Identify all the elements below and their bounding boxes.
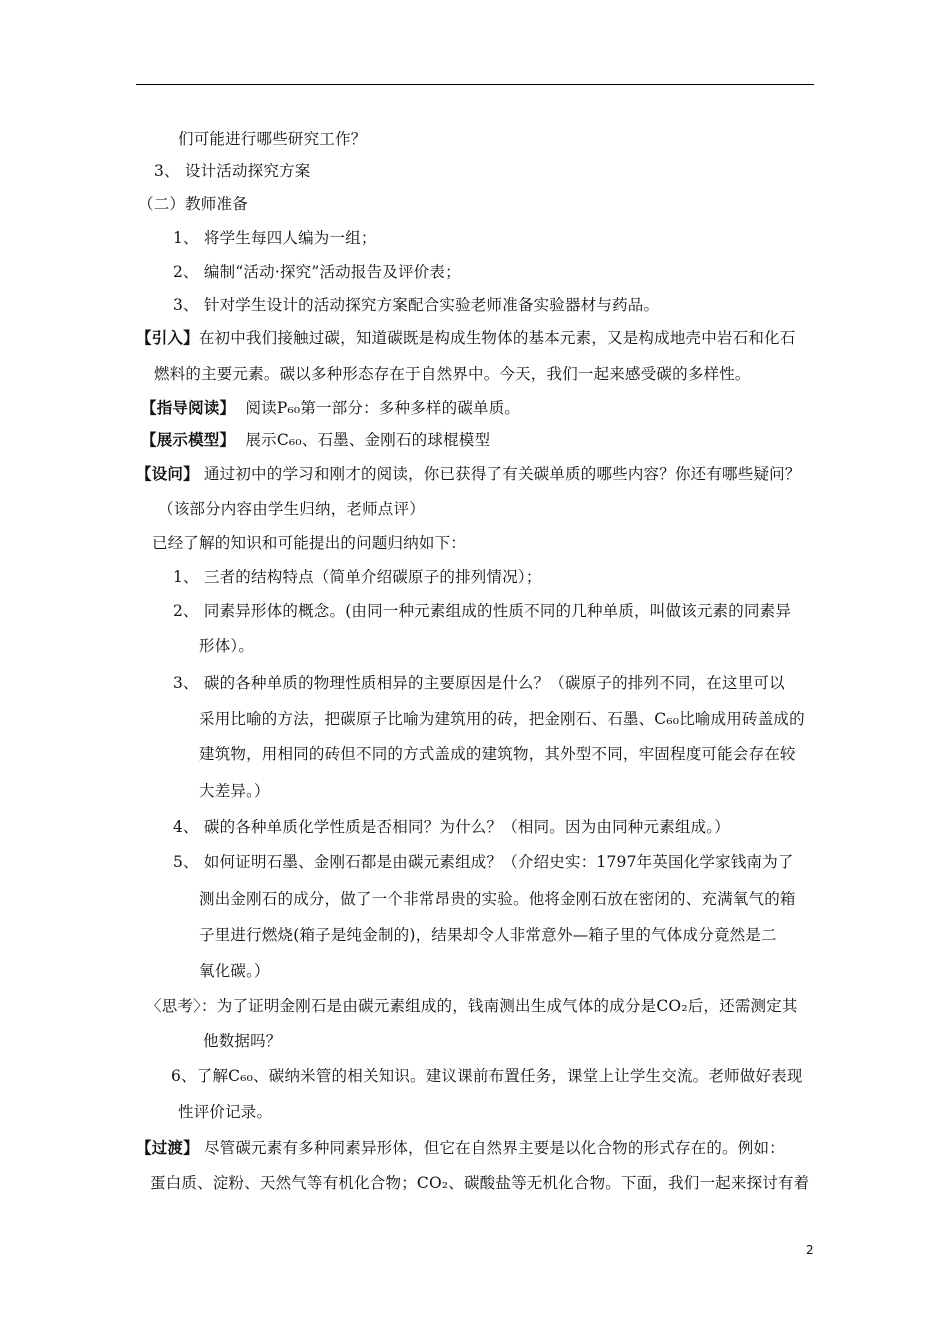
- question-line: 【设问】 通过初中的学习和刚才的阅读，你已获得了有关碳单质的哪些内容？你还有哪些疑问？: [136, 464, 801, 483]
- text-line: 6、了解C₆₀、碳纳米管的相关知识。建议课前布置任务，课堂上让学生交流。老师做好表现: [171, 1067, 803, 1085]
- text-line: 蛋白质、淀粉、天然气等有机化合物；CO₂、碳酸盐等无机化合物。下面，我们一起来探讨有着: [150, 1174, 810, 1192]
- text-line: 〈思考〉：为了证明金刚石是由碳元素组成的，钱南测出生成气体的成分是CO₂后，还需测定其: [146, 997, 798, 1015]
- text-line: 5、 如何证明石墨、金刚石都是由碳元素组成？（介绍史实：1797年英国化学家钱南为了: [173, 853, 794, 871]
- text-line: （二）教师准备: [138, 195, 248, 213]
- question-label: 【设问】: [136, 464, 199, 483]
- transition-line: 【过渡】 尽管碳元素有多种同素异形体，但它在自然界主要是以化合物的形式存在的。例如：: [136, 1138, 785, 1157]
- page-number: 2: [806, 1243, 814, 1257]
- header-rule: [136, 84, 814, 85]
- intro-paragraph-line: 【引入】在初中我们接触过碳，知道碳既是构成生物体的基本元素，又是构成地壳中岩石和化石: [136, 328, 796, 347]
- text-line: 3、 针对学生设计的活动探究方案配合实验老师准备实验器材与药品。: [173, 296, 660, 314]
- text-line: 已经了解的知识和可能提出的问题归纳如下：: [152, 534, 467, 552]
- text-line: 氧化碳。）: [199, 962, 270, 980]
- model-label: 【展示模型】: [141, 430, 236, 449]
- text-line: 3、 设计活动探究方案: [154, 162, 311, 180]
- text-line: 大差异。）: [199, 782, 270, 800]
- text-line: 们可能进行哪些研究工作？: [178, 130, 367, 148]
- text-line: 测出金刚石的成分，做了一个非常昂贵的实验。他将金刚石放在密闭的、充满氧气的箱: [199, 890, 796, 908]
- transition-label: 【过渡】: [136, 1138, 199, 1157]
- text-line: 形体）。: [199, 637, 255, 655]
- text-line: 2、 同素异形体的概念。(由同一种元素组成的性质不同的几种单质，叫做该元素的同素异: [173, 602, 792, 620]
- text-line: 4、 碳的各种单质化学性质是否相同？为什么？（相同。因为由同种元素组成。）: [173, 818, 730, 836]
- text-line: 3、 碳的各种单质的物理性质相异的主要原因是什么？（碳原子的排列不同，在这里可以: [173, 674, 785, 692]
- reading-label: 【指导阅读】: [141, 398, 236, 417]
- text-line: 燃料的主要元素。碳以多种形态存在于自然界中。今天，我们一起来感受碳的多样性。: [154, 365, 751, 383]
- text-line: 2、 编制“活动·探究”活动报告及评价表；: [173, 263, 461, 281]
- text-line: 采用比喻的方法，把碳原子比喻为建筑用的砖，把金刚石、石墨、C₆₀比喻成用砖盖成的: [199, 710, 805, 728]
- intro-label: 【引入】: [136, 328, 199, 347]
- reading-line: 【指导阅读】 阅读P₆₀第一部分：多种多样的碳单质。: [141, 398, 521, 417]
- text-line: （该部分内容由学生归纳，老师点评）: [158, 500, 425, 518]
- text-line: 子里进行燃烧(箱子是纯金制的)，结果却令人非常意外—箱子里的气体成分竟然是二: [199, 926, 777, 944]
- text-line: 性评价记录。: [178, 1103, 273, 1121]
- text-line: 建筑物，用相同的砖但不同的方式盖成的建筑物，其外型不同，牢固程度可能会存在较: [199, 745, 796, 763]
- text-line: 1、 将学生每四人编为一组；: [173, 229, 377, 247]
- model-line: 【展示模型】 展示C₆₀、石墨、金刚石的球棍模型: [141, 430, 491, 449]
- text-line: 他数据吗？: [203, 1032, 282, 1050]
- text-line: 1、 三者的结构特点（简单介绍碳原子的排列情况）；: [173, 568, 542, 586]
